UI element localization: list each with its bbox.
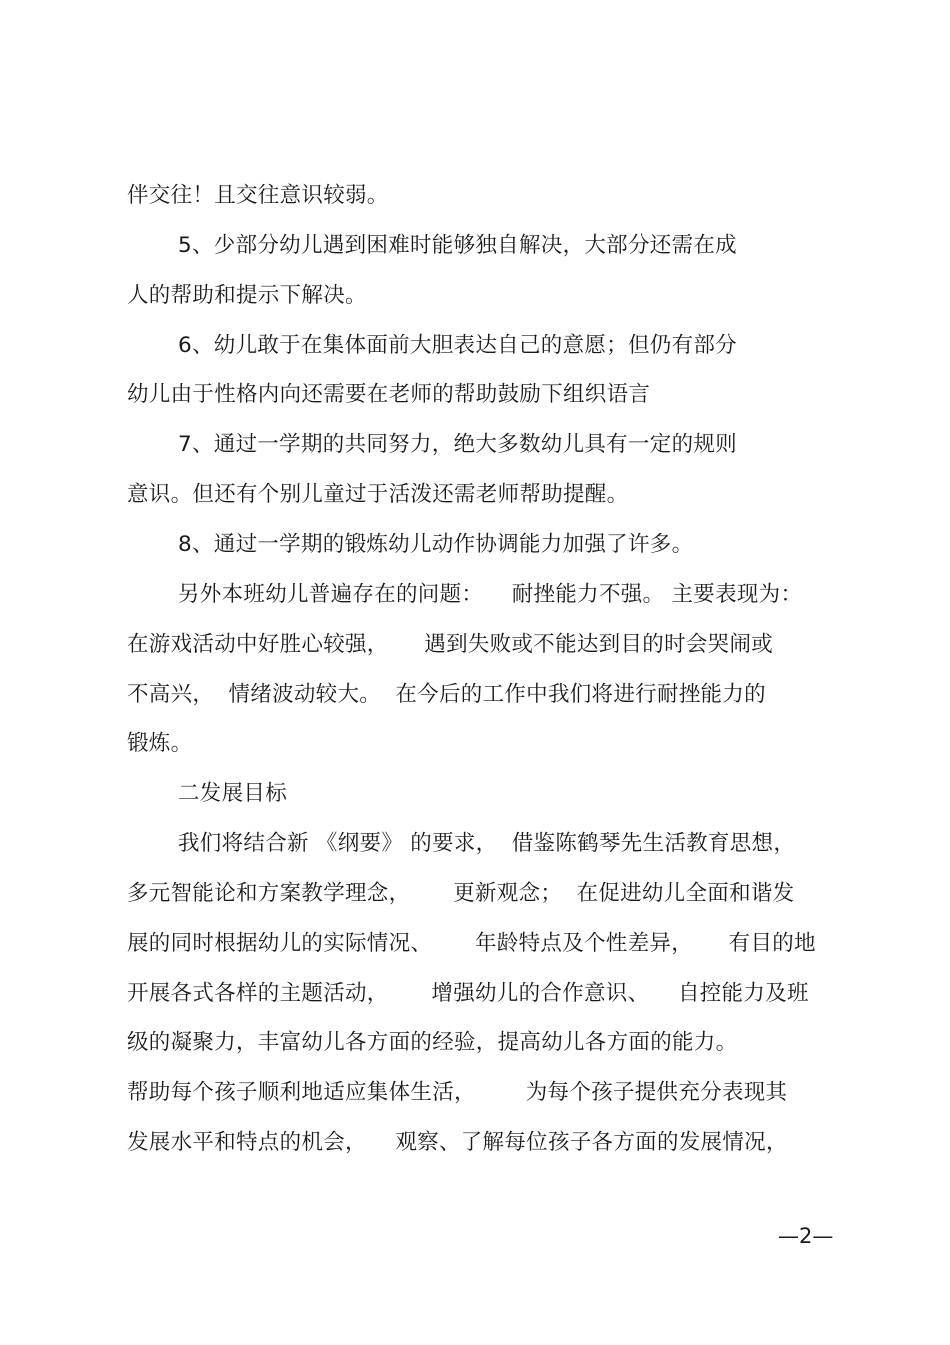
- text-line: 级的凝聚力，丰富幼儿各方面的经验，提高幼儿各方面的能力。: [127, 1030, 738, 1055]
- text-line: 幼儿由于性格内向还需要在老师的帮助鼓励下组织语言: [127, 382, 651, 407]
- section-heading: 二发展目标: [178, 781, 288, 806]
- text-line: 开展各式各样的主题活动， 增强幼儿的合作意识、 自控能力及班: [127, 981, 809, 1006]
- text-line: 多元智能论和方案教学理念， 更新观念； 在促进幼儿全面和谐发: [127, 881, 795, 906]
- text-line: 帮助每个孩子顺利地适应集体生活， 为每个孩子提供充分表现其: [127, 1080, 788, 1105]
- list-item-8: 8、通过一学期的锻炼幼儿动作协调能力加强了许多。: [178, 532, 694, 557]
- text-line: 伴交往！且交往意识较弱。: [127, 183, 389, 208]
- text-line: 不高兴， 情绪波动较大。 在今后的工作中我们将进行耐挫能力的: [127, 682, 766, 707]
- list-item-5: 5、少部分幼儿遇到困难时能够独自解决，大部分还需在成: [178, 233, 737, 258]
- list-item-7: 7、通过一学期的共同努力，绝大多数幼儿具有一定的规则: [178, 432, 737, 457]
- text-line: 意识。但还有个别儿童过于活泼还需老师帮助提醒。: [127, 482, 629, 507]
- list-item-6: 6、幼儿敢于在集体面前大胆表达自己的意愿；但仍有部分: [178, 333, 737, 358]
- text-line: 锻炼。: [127, 731, 193, 756]
- paragraph-start: 另外本班幼儿普遍存在的问题： 耐挫能力不强。 主要表现为：: [178, 582, 803, 607]
- text-line: 人的帮助和提示下解决。: [127, 283, 367, 308]
- text-line: 展的同时根据幼儿的实际情况、 年龄特点及个性差异， 有目的地: [127, 931, 816, 956]
- paragraph-start: 我们将结合新 《纲要》 的要求， 借鉴陈鹤琴先生活教育思想，: [178, 831, 796, 856]
- page-number: —2—: [778, 1224, 834, 1248]
- text-line: 在游戏活动中好胜心较强， 遇到失败或不能达到目的时会哭闹或: [127, 632, 774, 657]
- text-line: 发展水平和特点的机会， 观察、了解每位孩子各方面的发展情况，: [127, 1130, 788, 1155]
